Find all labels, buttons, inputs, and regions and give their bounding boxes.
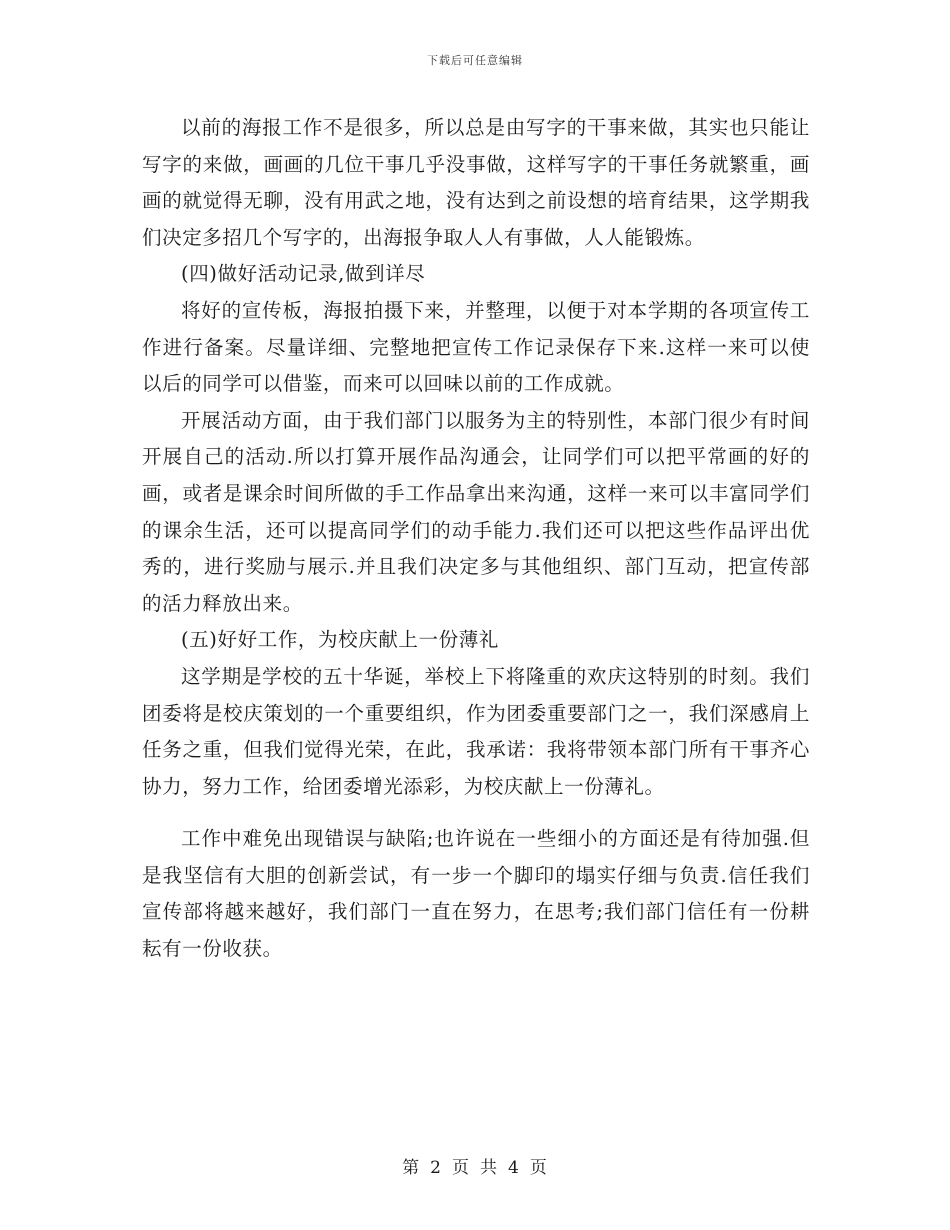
paragraph-activities: 开展活动方面，由于我们部门以服务为主的特别性，本部门很少有时间开展自己的活动.所以打算开展作品沟通会，让同学们可以把平常画的好的画，或者是课余时间所做的手工作品拿出来沟通，这样一来可以丰富同学们的课余生活，还可以提高同学们的动手能力.我们还可以把这些作品评出优秀的，进行奖励与展示.并且我们决定多与其他组织、部门互动，把宣传部的活力释放出来。 — [142, 408, 810, 615]
footer-page-current: 2 — [430, 1158, 442, 1178]
footer-label-ye: 页 — [452, 1158, 470, 1178]
header-note: 下载后可任意编辑 — [427, 54, 523, 67]
section-heading-activity-record: (四)做好活动记录,做到详尽 — [181, 262, 426, 286]
section-heading-anniversary: (五)好好工作，为校庆献上一份薄礼 — [181, 628, 499, 652]
footer-label-ye2: 页 — [529, 1158, 548, 1178]
footer-page-total: 4 — [508, 1158, 520, 1178]
paragraph-poster-work: 以前的海报工作不是很多，所以总是由写字的干事来做，其实也只能让写字的来做，画画的几位干事几乎没事做，这样写字的干事任务就繁重，画画的就觉得无聊，没有用武之地，没有达到之前设想的培育结果，这学期我们决定多招几个写字的，出海报争取人人有事做，人人能锻炼。 — [142, 116, 810, 249]
footer-label-di: 第 — [402, 1158, 421, 1178]
page-footer — [0, 1153, 950, 1178]
document-body — [142, 110, 810, 968]
footer-label-gong: 共 — [480, 1158, 498, 1178]
paragraph-anniversary: 这学期是学校的五十华诞，举校上下将隆重的欢庆这特别的时刻。我们团委将是校庆策划的一个重要组织，作为团委重要部门之一，我们深感肩上任务之重，但我们觉得光荣，在此，我承诺：我将带领本部门所有干事齐心协力，努力工作，给团委增光添彩，为校庆献上一份薄礼。 — [142, 664, 810, 798]
paragraph-activity-record: 将好的宣传板，海报拍摄下来，并整理，以便于对本学期的各项宣传工作进行备案。尽量详细、完整地把宣传工作记录保存下来.这样一来可以使以后的同学可以借鉴，而来可以回味以前的工作成就。 — [142, 298, 810, 396]
paragraph-conclusion: 工作中难免出现错误与缺陷;也许说在一些细小的方面还是有待加强.但是我坚信有大胆的创新尝试，有一步一个脚印的塌实仔细与负责.信任我们宣传部将越来越好，我们部门一直在努力，在思考;我们部门信任有一份耕耘有一份收获。 — [142, 827, 810, 961]
